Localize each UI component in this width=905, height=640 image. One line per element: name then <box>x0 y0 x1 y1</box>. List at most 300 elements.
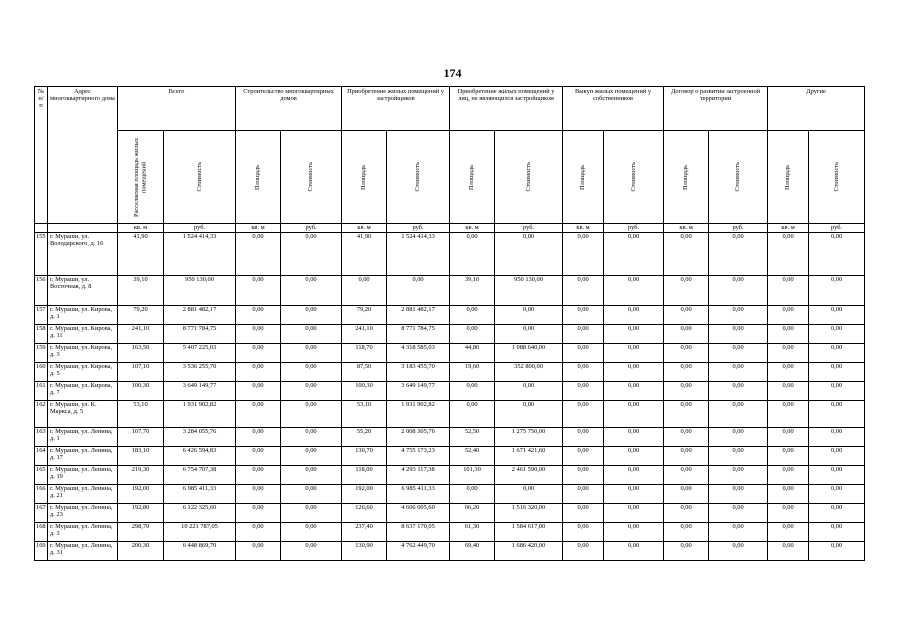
value-cell: 6 426 594,83 <box>164 447 236 466</box>
value-cell: 0,00 <box>281 504 342 523</box>
value-cell: 0,00 <box>236 382 281 401</box>
value-cell: 52,40 <box>450 447 495 466</box>
value-cell: 0,00 <box>709 504 768 523</box>
value-cell: 0,00 <box>604 485 664 504</box>
value-cell: 0,00 <box>450 401 495 428</box>
value-cell: 0,00 <box>809 233 865 276</box>
address-cell: г. Мураши, ул. Володарского, д. 16 <box>48 233 118 276</box>
value-cell: 0,00 <box>281 466 342 485</box>
value-cell: 0,00 <box>664 382 709 401</box>
value-cell: 2 008 305,76 <box>387 428 450 447</box>
value-cell: 53,10 <box>118 401 164 428</box>
value-cell: 41,90 <box>118 233 164 276</box>
value-cell: 0,00 <box>709 428 768 447</box>
value-cell: 0,00 <box>664 233 709 276</box>
value-cell: 66,20 <box>450 504 495 523</box>
value-cell: 0,00 <box>563 306 604 325</box>
value-cell: 19,60 <box>450 363 495 382</box>
unit-cell: кв. м <box>236 224 281 233</box>
value-cell: 0,00 <box>809 276 865 306</box>
value-cell: 0,00 <box>495 401 563 428</box>
value-cell: 0,00 <box>563 233 604 276</box>
value-cell: 0,00 <box>563 542 604 561</box>
value-cell: 2 881 482,17 <box>164 306 236 325</box>
value-cell: 118,00 <box>342 466 387 485</box>
value-cell: 0,00 <box>664 485 709 504</box>
subheader-cost <box>164 131 236 224</box>
subheader-area <box>236 131 281 224</box>
value-cell: 0,00 <box>809 306 865 325</box>
subheader-cost <box>809 131 865 224</box>
value-cell: 0,00 <box>604 504 664 523</box>
value-cell: 0,00 <box>809 523 865 542</box>
unit-cell: руб. <box>809 224 865 233</box>
subheader-cost <box>709 131 768 224</box>
row-number: 160 <box>35 363 48 382</box>
value-cell: 0,00 <box>236 523 281 542</box>
value-cell: 192,80 <box>118 504 164 523</box>
value-cell: 101,30 <box>450 466 495 485</box>
value-cell: 1 524 414,33 <box>164 233 236 276</box>
value-cell: 0,00 <box>604 428 664 447</box>
address-cell: г. Мураши, ул. Ленина, д. 21 <box>48 485 118 504</box>
value-cell: 0,00 <box>604 523 664 542</box>
value-cell: 0,00 <box>387 276 450 306</box>
value-cell: 0,00 <box>563 523 604 542</box>
value-cell: 0,00 <box>236 344 281 363</box>
value-cell: 2 881 482,17 <box>387 306 450 325</box>
value-cell: 100,30 <box>342 382 387 401</box>
value-cell: 0,00 <box>768 466 809 485</box>
value-cell: 4 755 173,23 <box>387 447 450 466</box>
address-cell: г. Мураши, ул. Кирова, д. 1 <box>48 306 118 325</box>
row-number: 157 <box>35 306 48 325</box>
value-cell: 0,00 <box>604 466 664 485</box>
unit-cell: кв. м <box>118 224 164 233</box>
value-cell: 41,90 <box>342 233 387 276</box>
value-cell: 130,90 <box>342 542 387 561</box>
value-cell: 192,00 <box>342 485 387 504</box>
value-cell: 0,00 <box>809 344 865 363</box>
value-cell: 0,00 <box>768 542 809 561</box>
value-cell: 69,40 <box>450 542 495 561</box>
value-cell: 0,00 <box>709 447 768 466</box>
value-cell: 3 284 055,76 <box>164 428 236 447</box>
value-cell: 0,00 <box>236 325 281 344</box>
value-cell: 118,70 <box>342 344 387 363</box>
value-cell: 0,00 <box>809 401 865 428</box>
value-cell: 0,00 <box>604 401 664 428</box>
row-number: 155 <box>35 233 48 276</box>
value-cell: 0,00 <box>281 344 342 363</box>
table-row <box>35 382 865 401</box>
subheader-area <box>342 131 387 224</box>
value-cell: 0,00 <box>809 363 865 382</box>
header-address: Адрес многоквартирного дома <box>48 87 118 224</box>
value-cell: 0,00 <box>236 276 281 306</box>
row-number: 164 <box>35 447 48 466</box>
table-row <box>35 363 865 382</box>
value-cell: 0,00 <box>236 504 281 523</box>
unit-cell: руб. <box>709 224 768 233</box>
value-cell: 0,00 <box>604 325 664 344</box>
value-cell: 0,00 <box>563 447 604 466</box>
value-cell: 0,00 <box>768 276 809 306</box>
value-cell: 0,00 <box>768 485 809 504</box>
value-cell: 0,00 <box>768 428 809 447</box>
value-cell: 0,00 <box>563 504 604 523</box>
value-cell: 4 762 449,70 <box>387 542 450 561</box>
row-number: 158 <box>35 325 48 344</box>
value-cell: 0,00 <box>281 401 342 428</box>
value-cell: 0,00 <box>664 344 709 363</box>
address-cell: г. Мураши, ул. Ленина, д. 3 <box>48 523 118 542</box>
subheader-label: Расселяемая площадь жилых помещений <box>132 137 147 217</box>
subheader-label: Стоимость <box>195 162 203 192</box>
value-cell: 0,00 <box>709 276 768 306</box>
subheader-label: Площадь <box>682 164 690 190</box>
subheader-label: Стоимость <box>414 162 422 192</box>
value-cell: 0,00 <box>495 382 563 401</box>
value-cell: 1 686 420,00 <box>495 542 563 561</box>
subheader-label: Площадь <box>360 164 368 190</box>
value-cell: 5 407 225,03 <box>164 344 236 363</box>
value-cell: 950 130,00 <box>164 276 236 306</box>
value-cell: 0,00 <box>563 401 604 428</box>
unit-cell: кв. м <box>768 224 809 233</box>
value-cell: 39,10 <box>118 276 164 306</box>
value-cell: 0,00 <box>709 344 768 363</box>
value-cell: 0,00 <box>236 428 281 447</box>
value-cell: 1 516 320,00 <box>495 504 563 523</box>
value-cell: 79,20 <box>342 306 387 325</box>
value-cell: 1 088 640,00 <box>495 344 563 363</box>
header-purchase-developer: Приобретение жилых помещений у застройщиков <box>342 87 450 131</box>
value-cell: 0,00 <box>604 542 664 561</box>
value-cell: 0,00 <box>281 428 342 447</box>
address-cell: г. Мураши, ул. Кирова, д. 5 <box>48 363 118 382</box>
units-empty-cell <box>48 224 118 233</box>
value-cell: 0,00 <box>281 306 342 325</box>
table-row <box>35 233 865 276</box>
value-cell: 0,00 <box>604 344 664 363</box>
value-cell: 3 649 149,77 <box>164 382 236 401</box>
value-cell: 10 221 787,05 <box>164 523 236 542</box>
units-empty-cell <box>35 224 48 233</box>
subheader-label: Стоимость <box>734 162 742 192</box>
value-cell: 0,00 <box>664 276 709 306</box>
value-cell: 163,50 <box>118 344 164 363</box>
address-cell: г. Мураши, ул. Ленина, д. 17 <box>48 447 118 466</box>
value-cell: 1 931 902,82 <box>387 401 450 428</box>
value-cell: 241,10 <box>118 325 164 344</box>
address-cell: г. Мураши, ул. Кирова, д. 11 <box>48 325 118 344</box>
value-cell: 4 318 585,03 <box>387 344 450 363</box>
subheader-label: Площадь <box>784 164 792 190</box>
value-cell: 0,00 <box>281 276 342 306</box>
value-cell: 0,00 <box>563 428 604 447</box>
table-row <box>35 447 865 466</box>
row-number: 169 <box>35 542 48 561</box>
subheader-cost <box>604 131 664 224</box>
subheader-area <box>563 131 604 224</box>
value-cell: 0,00 <box>809 428 865 447</box>
row-number: 166 <box>35 485 48 504</box>
value-cell: 0,00 <box>604 276 664 306</box>
unit-cell: кв. м <box>342 224 387 233</box>
address-cell: г. Мураши, ул. Ленина, д. 23 <box>48 504 118 523</box>
value-cell: 0,00 <box>604 382 664 401</box>
value-cell: 126,60 <box>342 504 387 523</box>
value-cell: 183,10 <box>118 447 164 466</box>
value-cell: 8 771 784,75 <box>164 325 236 344</box>
value-cell: 0,00 <box>664 542 709 561</box>
value-cell: 1 584 617,00 <box>495 523 563 542</box>
value-cell: 4 293 117,38 <box>387 466 450 485</box>
value-cell: 0,00 <box>281 447 342 466</box>
unit-cell: кв. м <box>563 224 604 233</box>
table-row <box>35 344 865 363</box>
units-row <box>35 224 865 233</box>
value-cell: 44,80 <box>450 344 495 363</box>
value-cell: 0,00 <box>664 504 709 523</box>
value-cell: 0,00 <box>809 447 865 466</box>
value-cell: 0,00 <box>450 325 495 344</box>
value-cell: 0,00 <box>236 447 281 466</box>
value-cell: 6 448 869,70 <box>164 542 236 561</box>
value-cell: 107,70 <box>118 428 164 447</box>
value-cell: 0,00 <box>709 325 768 344</box>
subheader-cost <box>495 131 563 224</box>
unit-cell: руб. <box>604 224 664 233</box>
value-cell: 0,00 <box>236 466 281 485</box>
value-cell: 0,00 <box>809 542 865 561</box>
unit-cell: руб. <box>164 224 236 233</box>
row-number: 163 <box>35 428 48 447</box>
value-cell: 0,00 <box>495 325 563 344</box>
subheader-row <box>35 131 865 224</box>
value-cell: 53,10 <box>342 401 387 428</box>
value-cell: 87,50 <box>342 363 387 382</box>
table-row <box>35 466 865 485</box>
value-cell: 61,30 <box>450 523 495 542</box>
row-number: 156 <box>35 276 48 306</box>
value-cell: 4 606 005,60 <box>387 504 450 523</box>
value-cell: 352 800,00 <box>495 363 563 382</box>
value-cell: 0,00 <box>236 485 281 504</box>
subheader-label: Стоимость <box>832 162 840 192</box>
value-cell: 0,00 <box>563 325 604 344</box>
header-buyout: Выкуп жилых помещений у собственников <box>563 87 664 131</box>
value-cell: 0,00 <box>809 466 865 485</box>
value-cell: 0,00 <box>768 363 809 382</box>
value-cell: 0,00 <box>709 401 768 428</box>
value-cell: 0,00 <box>563 485 604 504</box>
value-cell: 0,00 <box>664 306 709 325</box>
subheader-area <box>664 131 709 224</box>
header-total: Всего <box>118 87 236 131</box>
value-cell: 1 275 750,00 <box>495 428 563 447</box>
subheader-label: Стоимость <box>307 162 315 192</box>
resettlement-table <box>34 86 865 561</box>
row-number: 168 <box>35 523 48 542</box>
value-cell: 0,00 <box>450 233 495 276</box>
value-cell: 0,00 <box>450 485 495 504</box>
value-cell: 0,00 <box>664 523 709 542</box>
header-development-contract: Договор о развитии застроенной территории <box>664 87 768 131</box>
address-cell: г. Мураши, ул. Кирова, д. 7 <box>48 382 118 401</box>
value-cell: 237,40 <box>342 523 387 542</box>
table-row <box>35 325 865 344</box>
value-cell: 100,30 <box>118 382 164 401</box>
value-cell: 0,00 <box>281 485 342 504</box>
value-cell: 0,00 <box>664 401 709 428</box>
subheader-label: Площадь <box>579 164 587 190</box>
address-cell: г. Мураши, ул. Восточная, д. 8 <box>48 276 118 306</box>
value-cell: 0,00 <box>768 344 809 363</box>
value-cell: 950 130,00 <box>495 276 563 306</box>
subheader-cost <box>281 131 342 224</box>
value-cell: 0,00 <box>236 233 281 276</box>
value-cell: 6 754 707,38 <box>164 466 236 485</box>
header-row <box>35 87 865 131</box>
value-cell: 3 183 455,70 <box>387 363 450 382</box>
value-cell: 39,10 <box>450 276 495 306</box>
value-cell: 0,00 <box>604 447 664 466</box>
subheader-area <box>450 131 495 224</box>
value-cell: 0,00 <box>709 523 768 542</box>
value-cell: 0,00 <box>495 233 563 276</box>
value-cell: 0,00 <box>281 382 342 401</box>
unit-cell: руб. <box>281 224 342 233</box>
value-cell: 0,00 <box>709 363 768 382</box>
value-cell: 0,00 <box>768 401 809 428</box>
unit-cell: кв. м <box>450 224 495 233</box>
value-cell: 0,00 <box>664 325 709 344</box>
value-cell: 8 637 170,05 <box>387 523 450 542</box>
value-cell: 0,00 <box>281 363 342 382</box>
header-purchase-nondeveloper: Приобретение жилых помещений у лиц, не являющихся застройщиком <box>450 87 563 131</box>
value-cell: 0,00 <box>281 542 342 561</box>
value-cell: 1 931 902,82 <box>164 401 236 428</box>
value-cell: 3 536 255,70 <box>164 363 236 382</box>
value-cell: 0,00 <box>768 382 809 401</box>
table-row <box>35 485 865 504</box>
value-cell: 6 985 411,33 <box>387 485 450 504</box>
unit-cell: кв. м <box>664 224 709 233</box>
value-cell: 107,10 <box>118 363 164 382</box>
value-cell: 0,00 <box>495 306 563 325</box>
value-cell: 0,00 <box>664 428 709 447</box>
value-cell: 0,00 <box>281 233 342 276</box>
table-row <box>35 306 865 325</box>
table-row <box>35 523 865 542</box>
table-row <box>35 276 865 306</box>
value-cell: 2 461 590,00 <box>495 466 563 485</box>
subheader-label: Площадь <box>468 164 476 190</box>
value-cell: 0,00 <box>604 233 664 276</box>
value-cell: 0,00 <box>809 382 865 401</box>
subheader-resettled-area <box>118 131 164 224</box>
value-cell: 0,00 <box>450 382 495 401</box>
value-cell: 0,00 <box>709 233 768 276</box>
row-number: 162 <box>35 401 48 428</box>
value-cell: 0,00 <box>768 504 809 523</box>
value-cell: 0,00 <box>664 466 709 485</box>
value-cell: 298,70 <box>118 523 164 542</box>
value-cell: 79,20 <box>118 306 164 325</box>
subheader-label: Стоимость <box>629 162 637 192</box>
value-cell: 0,00 <box>768 447 809 466</box>
value-cell: 0,00 <box>604 306 664 325</box>
value-cell: 219,30 <box>118 466 164 485</box>
row-number: 167 <box>35 504 48 523</box>
row-number: 159 <box>35 344 48 363</box>
value-cell: 1 524 414,33 <box>387 233 450 276</box>
value-cell: 0,00 <box>809 504 865 523</box>
address-cell: г. Мураши, ул. К. Маркса, д. 5 <box>48 401 118 428</box>
value-cell: 0,00 <box>709 542 768 561</box>
value-cell: 0,00 <box>563 382 604 401</box>
value-cell: 3 649 149,77 <box>387 382 450 401</box>
value-cell: 6 985 411,33 <box>164 485 236 504</box>
value-cell: 0,00 <box>768 325 809 344</box>
value-cell: 0,00 <box>664 363 709 382</box>
value-cell: 0,00 <box>236 401 281 428</box>
value-cell: 0,00 <box>709 306 768 325</box>
value-cell: 0,00 <box>768 233 809 276</box>
value-cell: 0,00 <box>281 523 342 542</box>
value-cell: 0,00 <box>604 363 664 382</box>
value-cell: 200,30 <box>118 542 164 561</box>
table-row <box>35 504 865 523</box>
unit-cell: руб. <box>495 224 563 233</box>
value-cell: 0,00 <box>664 447 709 466</box>
subheader-cost <box>387 131 450 224</box>
address-cell: г. Мураши, ул. Ленина, д. 1 <box>48 428 118 447</box>
header-other: Другие <box>768 87 865 131</box>
page-number: 174 <box>443 66 462 80</box>
unit-cell: руб. <box>387 224 450 233</box>
value-cell: 0,00 <box>563 363 604 382</box>
value-cell: 52,50 <box>450 428 495 447</box>
value-cell: 8 771 784,75 <box>387 325 450 344</box>
value-cell: 241,10 <box>342 325 387 344</box>
row-number: 161 <box>35 382 48 401</box>
value-cell: 55,20 <box>342 428 387 447</box>
header-construction: Строительство многоквартирных домов <box>236 87 342 131</box>
address-cell: г. Мураши, ул. Ленина, д. 19 <box>48 466 118 485</box>
value-cell: 0,00 <box>563 276 604 306</box>
value-cell: 1 671 421,60 <box>495 447 563 466</box>
value-cell: 0,00 <box>709 382 768 401</box>
subheader-area <box>768 131 809 224</box>
value-cell: 130,70 <box>342 447 387 466</box>
value-cell: 0,00 <box>768 306 809 325</box>
address-cell: г. Мураши, ул. Ленина, д. 31 <box>48 542 118 561</box>
value-cell: 0,00 <box>809 485 865 504</box>
table-row <box>35 542 865 561</box>
value-cell: 6 122 325,60 <box>164 504 236 523</box>
value-cell: 0,00 <box>236 306 281 325</box>
subheader-label: Площадь <box>254 164 262 190</box>
value-cell: 0,00 <box>236 542 281 561</box>
subheader-label: Стоимость <box>524 162 532 192</box>
value-cell: 0,00 <box>768 523 809 542</box>
table-row <box>35 401 865 428</box>
address-cell: г. Мураши, ул. Кирова, д. 3 <box>48 344 118 363</box>
value-cell: 0,00 <box>281 325 342 344</box>
